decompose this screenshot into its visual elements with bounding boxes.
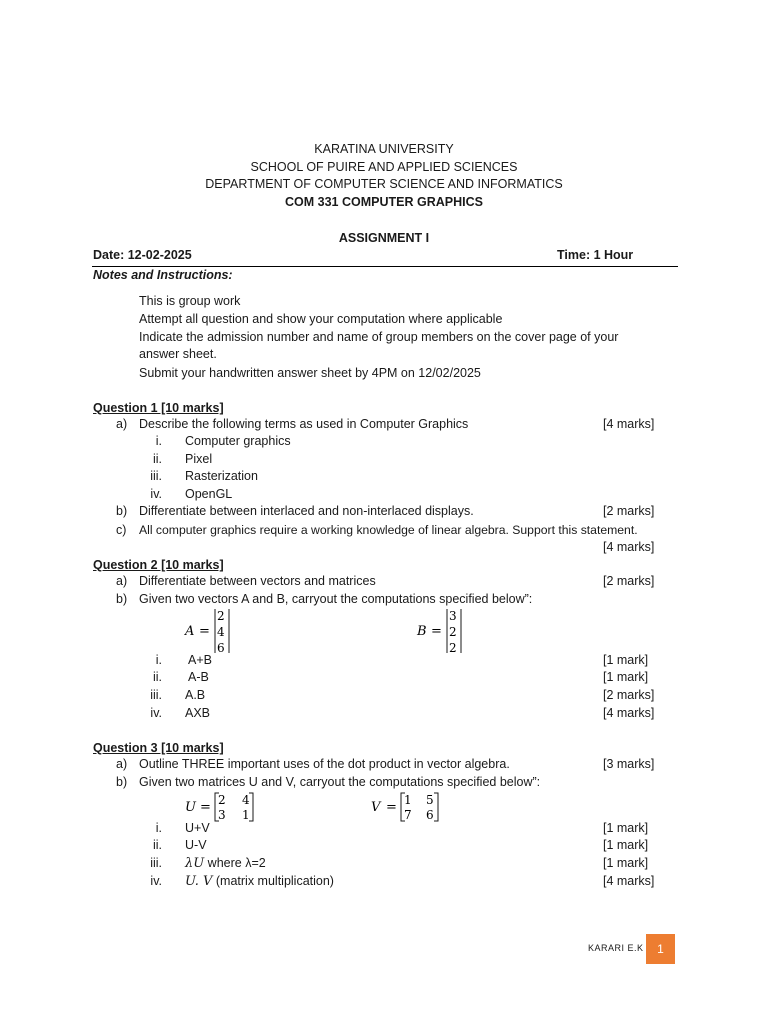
q1-a-item-text: Pixel bbox=[185, 452, 213, 466]
q3-item-marks: [1 mark] bbox=[603, 821, 649, 835]
q2-item-text: A+B bbox=[188, 653, 212, 667]
q2-item-text: A-B bbox=[188, 670, 209, 684]
q3-item-num: iii. bbox=[150, 856, 162, 870]
note-item: Attempt all question and show your computation where applicable bbox=[139, 312, 503, 326]
q3-a-marks: [3 marks] bbox=[603, 757, 655, 771]
matrix-u-cell: 1 bbox=[242, 808, 250, 822]
q2-item-marks: [1 mark] bbox=[603, 670, 649, 684]
department-name: DEPARTMENT OF COMPUTER SCIENCE AND INFORMATICS bbox=[205, 177, 563, 191]
matrix-v-cell: 6 bbox=[426, 808, 434, 822]
q3-b-label: b) bbox=[116, 775, 128, 789]
q1-a-item-num: ii. bbox=[152, 452, 162, 466]
q1-b-marks: [2 marks] bbox=[603, 504, 655, 518]
q2-item-marks: [2 marks] bbox=[603, 688, 655, 702]
q2-item-marks: [4 marks] bbox=[603, 706, 655, 720]
equals-sign: = bbox=[199, 624, 210, 639]
q1-c-marks: [4 marks] bbox=[603, 540, 655, 554]
q1-a-item-num: i. bbox=[155, 434, 162, 448]
vector-b-value: 2 bbox=[449, 625, 457, 639]
matrix-u-cell: 3 bbox=[218, 808, 226, 822]
q3-item-marks: [4 marks] bbox=[603, 874, 655, 888]
equals-sign: = bbox=[431, 624, 442, 639]
q2-item-num: iii. bbox=[150, 688, 162, 702]
matrix-v-cell: 1 bbox=[404, 793, 412, 807]
vector-b-equation bbox=[412, 606, 472, 656]
q3-item-text bbox=[185, 856, 266, 871]
q3-a-label: a) bbox=[116, 757, 128, 771]
q1-a-item-text: Computer graphics bbox=[185, 434, 291, 448]
vector-b-name: B bbox=[417, 624, 427, 639]
q2-item-num: i. bbox=[155, 653, 162, 667]
matrix-v-right-bracket bbox=[434, 793, 438, 821]
question-3-heading: Question 3 [10 marks] bbox=[93, 741, 224, 755]
assignment-title: ASSIGNMENT I bbox=[338, 231, 430, 245]
q2-b-text: Given two vectors A and B, carryout the computations specified below”: bbox=[139, 592, 533, 606]
exam-time: Time: 1 Hour bbox=[557, 248, 634, 262]
course-title: COM 331 COMPUTER GRAPHICS bbox=[285, 195, 483, 209]
q2-a-label: a) bbox=[116, 574, 128, 588]
matrix-v-cell: 5 bbox=[426, 793, 434, 807]
q1-c-text: All computer graphics require a working knowledge of linear algebra. Support this statement. bbox=[139, 523, 638, 537]
matrix-v-name: V bbox=[371, 800, 381, 815]
vector-a-equation bbox=[180, 606, 240, 656]
q2-item-num: ii. bbox=[152, 670, 162, 684]
matrix-u-name: U bbox=[185, 800, 196, 815]
q2-item-text: AXB bbox=[185, 706, 211, 720]
q3-a-text: Outline THREE important uses of the dot product in vector algebra. bbox=[139, 757, 510, 771]
q1-a-text: Describe the following terms as used in Computer Graphics bbox=[139, 417, 469, 431]
vector-a-value: 6 bbox=[217, 641, 225, 655]
q3-item-suffix: where λ=2 bbox=[204, 856, 266, 870]
q3-b-text: Given two matrices U and V, carryout the computations specified below”: bbox=[139, 775, 541, 789]
note-item: Submit your handwritten answer sheet by 4PM on 12/02/2025 bbox=[139, 366, 481, 380]
page-number: 1 bbox=[646, 934, 675, 964]
vector-b-value: 3 bbox=[449, 609, 457, 623]
q2-a-text: Differentiate between vectors and matrices bbox=[139, 574, 376, 588]
university-name: KARATINA UNIVERSITY bbox=[314, 142, 454, 156]
q3-item-num: i. bbox=[155, 821, 162, 835]
q1-a-item-num: iii. bbox=[150, 469, 162, 483]
equals-sign: = bbox=[200, 800, 211, 815]
q3-item-text bbox=[185, 874, 334, 889]
q3-item-suffix: (matrix multiplication) bbox=[212, 874, 334, 888]
vector-a-value: 4 bbox=[217, 625, 225, 639]
note-item: Indicate the admission number and name of group members on the cover page of your bbox=[139, 330, 619, 344]
matrix-u-cell: 4 bbox=[242, 793, 250, 807]
q3-item-marks: [1 mark] bbox=[603, 838, 649, 852]
matrix-v-equation bbox=[366, 790, 448, 824]
equals-sign: = bbox=[386, 800, 397, 815]
matrix-u-equation bbox=[180, 790, 262, 824]
footer-author: KARARI E.K bbox=[588, 943, 644, 953]
q1-b-label: b) bbox=[116, 504, 128, 518]
q2-item-marks: [1 mark] bbox=[603, 653, 649, 667]
q1-b-text: Differentiate between interlaced and non-interlaced displays. bbox=[139, 504, 474, 518]
vector-a-name: A bbox=[185, 624, 195, 639]
q1-c-label: c) bbox=[116, 523, 127, 537]
q3-item-text: U+V bbox=[185, 821, 210, 835]
q3-item-num: ii. bbox=[152, 838, 162, 852]
school-name: SCHOOL OF PUIRE AND APPLIED SCIENCES bbox=[250, 160, 518, 174]
q1-a-item-num: iv. bbox=[150, 487, 162, 501]
vector-b-value: 2 bbox=[449, 641, 457, 655]
matrix-u-cell: 2 bbox=[218, 793, 226, 807]
q1-a-label: a) bbox=[116, 417, 128, 431]
note-item: answer sheet. bbox=[139, 347, 217, 361]
q3-item-math: U. V bbox=[185, 874, 213, 889]
q3-item-text: U-V bbox=[185, 838, 207, 852]
q3-item-num: iv. bbox=[150, 874, 162, 888]
q1-a-item-text: Rasterization bbox=[185, 469, 258, 483]
note-item: This is group work bbox=[139, 294, 241, 308]
q3-item-math: λU bbox=[185, 856, 205, 871]
q2-item-text: A.B bbox=[185, 688, 206, 702]
q2-b-label: b) bbox=[116, 592, 128, 606]
q1-a-item-text: OpenGL bbox=[185, 487, 233, 501]
exam-date: Date: 12-02-2025 bbox=[93, 248, 192, 262]
notes-heading: Notes and Instructions: bbox=[93, 268, 233, 282]
question-2-heading: Question 2 [10 marks] bbox=[93, 558, 224, 572]
header-divider bbox=[92, 266, 678, 267]
q2-a-marks: [2 marks] bbox=[603, 574, 655, 588]
question-1-heading: Question 1 [10 marks] bbox=[93, 401, 224, 415]
q2-item-num: iv. bbox=[150, 706, 162, 720]
q3-item-marks: [1 mark] bbox=[603, 856, 649, 870]
matrix-v-cell: 7 bbox=[404, 808, 412, 822]
q1-a-marks: [4 marks] bbox=[603, 417, 655, 431]
vector-a-value: 2 bbox=[217, 609, 225, 623]
